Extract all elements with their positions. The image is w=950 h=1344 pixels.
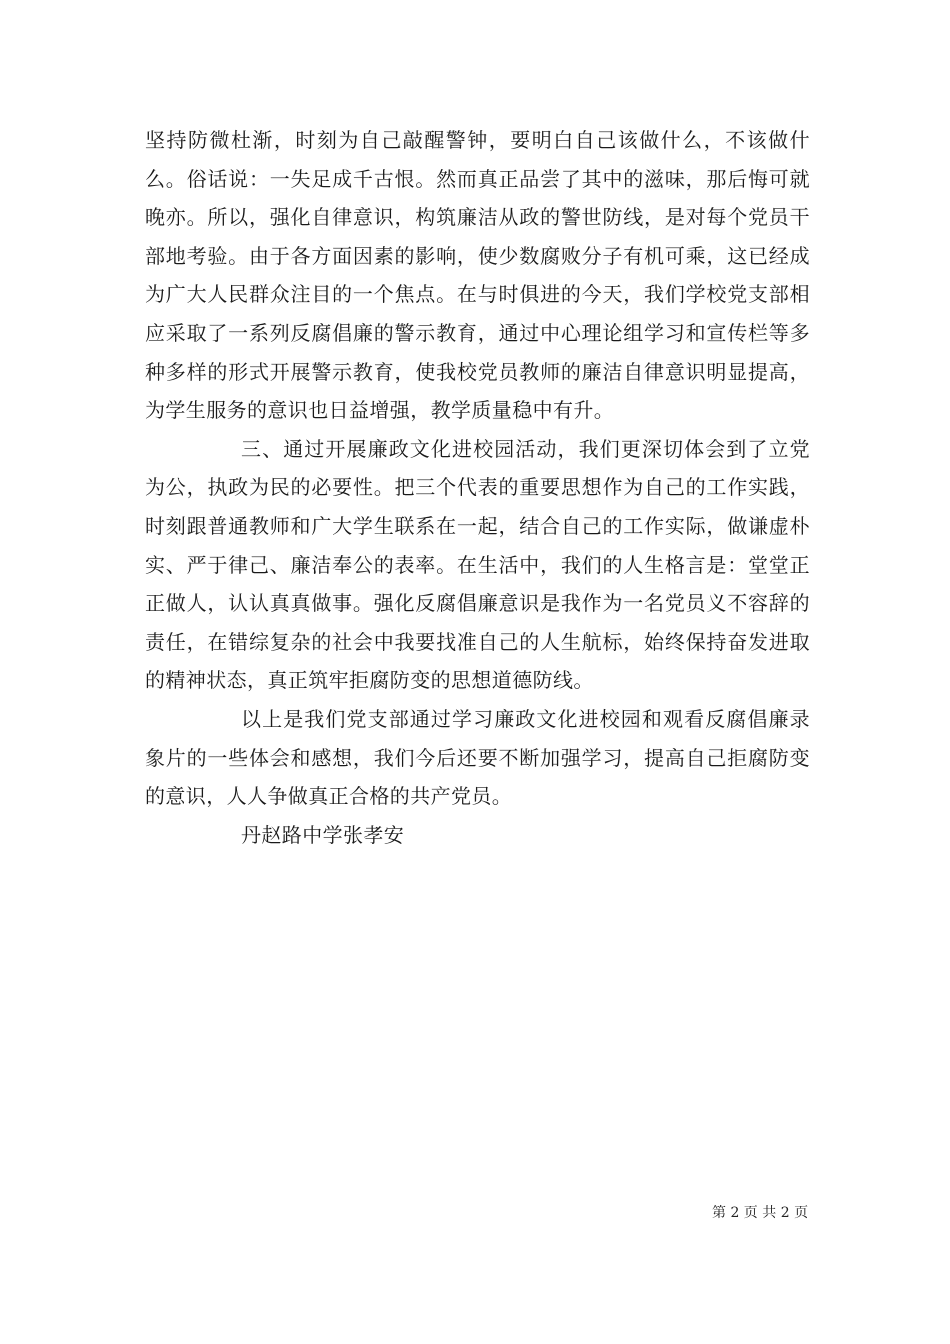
author-signature: 丹赵路中学张孝安	[241, 822, 405, 847]
paragraph-conclusion: 以上是我们党支部通过学习廉政文化进校园和观看反腐倡廉录象片的一些体会和感想，我们今后还要不断加强学习，提高自己拒腐防变的意识，人人争做真正合格的共产党员。	[145, 706, 810, 809]
paragraph-continuation: 坚持防微杜渐，时刻为自己敲醒警钟，要明白自己该做什么，不该做什么。俗话说：一失足成千古恨。然而真正品尝了其中的滋味，那后悔可就晚亦。所以，强化自律意识，构筑廉洁从政的警世防线，是对每个党员干部地考验。由于各方面因素的影响，使少数腐败分子有机可乘，这已经成为广大人民群众注目的一个焦点。在与时俱进的今天，我们学校党支部相应采取了一系列反腐倡廉的警示教育，通过中心理论组学习和宣传栏等多种多样的形式开展警示教育，使我校党员教师的廉洁自律意识明显提高，为学生服务的意识也日益增强，教学质量稳中有升。	[145, 128, 810, 423]
paragraph-section-three: 三、通过开展廉政文化进校园活动，我们更深切体会到了立党为公，执政为民的必要性。把三个代表的重要思想作为自己的工作实践，时刻跟普通教师和广大学生联系在一起，结合自己的工作实际，做谦虚朴实、严于律己、廉洁奉公的表率。在生活中，我们的人生格言是：堂堂正正做人，认认真真做事。强化反腐倡廉意识是我作为一名党员义不容辞的责任，在错综复杂的社会中我要找准自己的人生航标，始终保持奋发进取的精神状态，真正筑牢拒腐防变的思想道德防线。	[145, 436, 810, 693]
page-number-footer: 第 2 页 共 2 页	[712, 1205, 809, 1221]
document-body	[145, 121, 810, 854]
